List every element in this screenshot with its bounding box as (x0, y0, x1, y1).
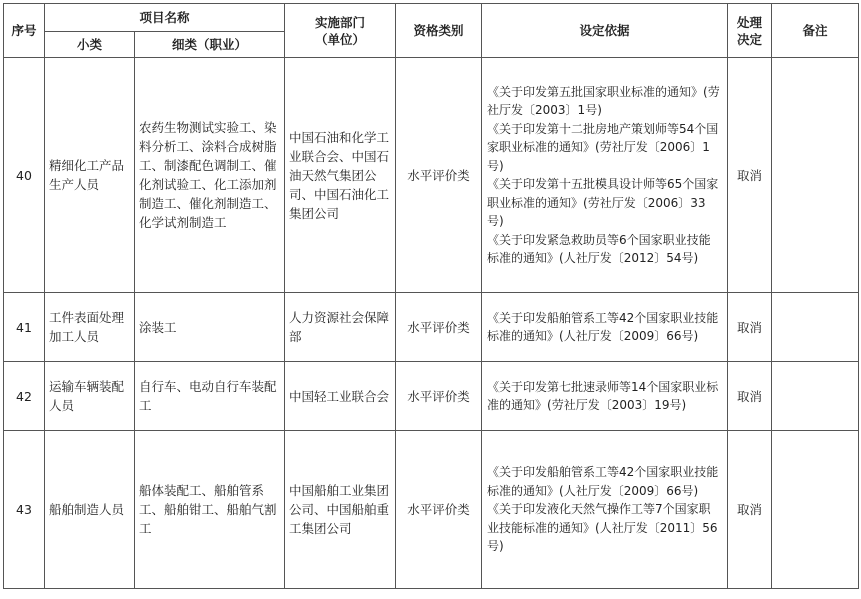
basis-entry: 《关于印发第七批速录师等14个国家职业标准的通知》(劳社厅发〔2003〕19号) (487, 379, 719, 412)
header-qual-type: 资格类别 (396, 4, 482, 58)
header-dept-line2: （单位） (315, 31, 366, 47)
header-decision (728, 4, 772, 58)
basis-entry: 《关于印发船舶管系工等42个国家职业技能标准的通知》(人社厅发〔2009〕66号) (487, 465, 719, 498)
cell-basis (482, 58, 728, 293)
cell-seq: 42 (4, 362, 45, 431)
cell-basis (482, 431, 728, 589)
cell-decision: 取消 (728, 58, 772, 293)
cell-basis (482, 293, 728, 362)
header-detail: 细类（职业） (135, 32, 285, 58)
header-dept (285, 4, 396, 58)
cell-decision: 取消 (728, 362, 772, 431)
cell-subclass: 运输车辆装配人员 (45, 362, 135, 431)
cell-qual-type: 水平评价类 (396, 431, 482, 589)
cell-dept: 中国石油和化学工业联合会、中国石油天然气集团公司、中国石油化工集团公司 (285, 58, 396, 293)
header-remarks: 备注 (772, 4, 859, 58)
cell-subclass: 船舶制造人员 (45, 431, 135, 589)
table-row (4, 293, 859, 362)
cell-decision: 取消 (728, 293, 772, 362)
basis-entry: 《关于印发第十二批房地产策划师等54个国家职业标准的通知》(劳社厅发〔2006〕1号) (487, 121, 719, 173)
cell-decision: 取消 (728, 431, 772, 589)
cell-subclass: 工件表面处理加工人员 (45, 293, 135, 362)
header-decision-line2: 决定 (737, 31, 763, 47)
header-dept-line1: 实施部门 (315, 14, 366, 30)
table-row (4, 362, 859, 431)
table-row (4, 431, 859, 589)
cell-remarks (772, 293, 859, 362)
cell-detail: 自行车、电动自行车装配工 (135, 362, 285, 431)
cell-dept: 中国船舶工业集团公司、中国船舶重工集团公司 (285, 431, 396, 589)
cell-basis (482, 362, 728, 431)
qualification-table (3, 3, 859, 589)
table-body (4, 58, 859, 589)
header-basis: 设定依据 (482, 4, 728, 58)
basis-entry: 《关于印发紧急救助员等6个国家职业技能标准的通知》(人社厅发〔2012〕54号) (487, 232, 711, 265)
basis-entry: 《关于印发船舶管系工等42个国家职业技能标准的通知》(人社厅发〔2009〕66号) (487, 310, 719, 343)
cell-qual-type: 水平评价类 (396, 58, 482, 293)
basis-entry: 《关于印发第十五批模具设计师等65个国家职业标准的通知》(劳社厅发〔2006〕33号) (487, 177, 719, 228)
cell-detail: 农药生物测试实验工、染料分析工、涂料合成树脂工、制漆配色调制工、催化剂试验工、化工添加剂制造工、催化剂制造工、化学试剂制造工 (135, 58, 285, 293)
cell-subclass: 精细化工产品生产人员 (45, 58, 135, 293)
cell-remarks (772, 362, 859, 431)
header-item-name: 项目名称 (45, 4, 285, 32)
table-header (4, 4, 859, 58)
header-subclass: 小类 (45, 32, 135, 58)
cell-seq: 40 (4, 58, 45, 293)
basis-entry: 《关于印发液化天然气操作工等7个国家职业技能标准的通知》(人社厅发〔2011〕56号) (487, 502, 718, 554)
cell-seq: 43 (4, 431, 45, 589)
cell-detail: 船体装配工、船舶管系工、船舶钳工、船舶气割工 (135, 431, 285, 589)
cell-remarks (772, 431, 859, 589)
cell-dept: 中国轻工业联合会 (285, 362, 396, 431)
table-row (4, 58, 859, 293)
cell-remarks (772, 58, 859, 293)
basis-entry: 《关于印发第五批国家职业标准的通知》(劳社厅发〔2003〕1号) (487, 84, 720, 117)
cell-qual-type: 水平评价类 (396, 362, 482, 431)
cell-seq: 41 (4, 293, 45, 362)
header-seq: 序号 (4, 4, 45, 58)
cell-qual-type: 水平评价类 (396, 293, 482, 362)
cell-detail: 涂装工 (135, 293, 285, 362)
header-decision-line1: 处理 (737, 14, 763, 30)
cell-dept: 人力资源社会保障部 (285, 293, 396, 362)
